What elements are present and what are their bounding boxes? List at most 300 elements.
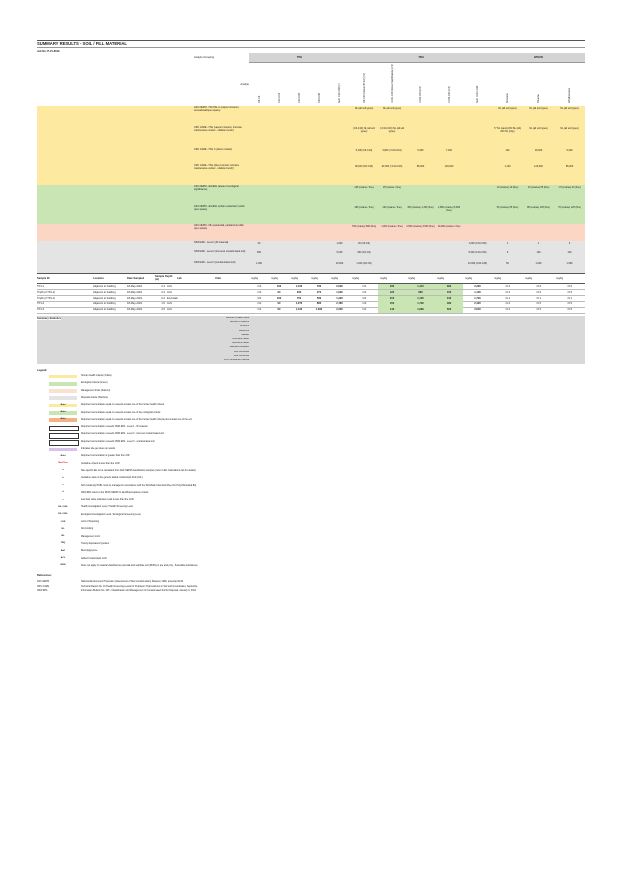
legend-item <box>37 374 585 379</box>
legend-swatch: LOR <box>49 521 77 525</box>
sample-value: <0.5 <box>535 285 542 288</box>
analyte-header: C6-C9 <box>257 95 261 103</box>
legend-text: Soil containing PCBs must be managed in accordance with the WorkSafe Chemical Sheet for Polychlorinated Bip <box>81 484 197 487</box>
legend-item <box>37 425 585 430</box>
sample-value: 1,160 <box>295 285 303 288</box>
legend-item <box>37 381 585 386</box>
criteria-value: (C6-C10) NL (all soil types) <box>353 127 375 133</box>
sample-lab: ALS <box>167 302 172 306</box>
reference-item <box>37 580 585 584</box>
sample-location: Adjacent to building <box>93 285 116 288</box>
legend-item <box>37 535 585 540</box>
criteria-value: NL (all soil types) <box>354 107 374 110</box>
criteria-block <box>37 106 585 273</box>
sample-depth: 1.5 <box>161 302 165 306</box>
criteria-value: 85,000 <box>416 165 425 168</box>
criteria-value: 1,000 <box>256 262 262 265</box>
sample-id: TP1-3 <box>37 308 45 312</box>
sample-value: 2,640 <box>474 308 481 312</box>
sample-value: <0.5 <box>566 285 573 288</box>
criteria-value: 77 NL (sand) 200 NL (silt) 200 NL (clay) <box>493 127 522 133</box>
sample-value: 210 <box>378 296 406 301</box>
legend-item <box>37 549 585 554</box>
sample-depth: 0.4 <box>161 285 165 288</box>
sample-value: <10 <box>256 302 262 306</box>
criteria-value: 1,100 <box>504 165 511 168</box>
sample-value: 2,300 <box>474 285 481 288</box>
sample-location: Adjacent to building <box>93 302 116 306</box>
analyte-grouping-label: Analyte Grouping <box>194 56 215 59</box>
legend-swatch <box>49 382 77 386</box>
unit-cell: mg/kg <box>352 277 360 280</box>
legend-text: Disposal criteria (Painters) <box>81 396 108 399</box>
unit-cell: mg/kg <box>437 277 445 280</box>
criteria-value: 1,000 <box>336 242 343 245</box>
criteria-value: 7,400 <box>446 149 452 152</box>
sample-lab: ALS <box>167 308 172 312</box>
sample-value: 1,790 <box>406 301 435 306</box>
legend-item <box>37 411 585 416</box>
sample-value: 90 <box>277 290 281 294</box>
stats-row-label: 90th Percentile <box>233 354 249 357</box>
legend-swatch: HIL / HSL <box>49 506 77 510</box>
sample-value: 1,120 <box>295 308 303 312</box>
legend-swatch: a <box>49 469 77 473</box>
legend-text: Guideline value is the generic added contaminant limit (ACL) <box>81 477 143 480</box>
criteria-row <box>37 106 585 127</box>
stats-row-label: 95% Confidence Interval <box>223 359 249 361</box>
legend-swatch <box>49 440 79 446</box>
criteria-value: 1,080 <box>566 262 573 265</box>
sample-value: 340 <box>435 296 463 301</box>
reference-text: Technical Report No. 10 Health Screening Levels for Petroleum Hydrocarbons in Soil and Groundwater, Septembe <box>81 585 198 588</box>
criteria-value: 85 (coarse) 105 (fine) <box>527 206 550 209</box>
sample-value: 150 <box>378 301 406 306</box>
criteria-value: 1 <box>506 242 509 245</box>
legend-swatch <box>49 375 77 379</box>
legend-text: Reported concentration exceeds NSW EPA - Level 3 - contaminated soil <box>81 440 155 443</box>
criteria-value: NL (all soil types) <box>498 107 517 110</box>
summary-statistics <box>37 316 585 364</box>
samples-header <box>37 273 585 284</box>
unit-cell: mg/kg <box>408 277 416 280</box>
legend-swatch: Bold <box>49 411 77 415</box>
sample-value: 1,410 <box>406 284 435 289</box>
reference-item <box>37 585 585 589</box>
analyte-header: Toluene <box>537 94 540 103</box>
legend-swatch: TEQ <box>49 542 77 546</box>
group-label-trh: TRH <box>418 56 424 59</box>
sample-value: <0.5 <box>566 302 573 306</box>
criteria-value: 700 (coarse) 800 (fine) <box>351 225 377 228</box>
legend-swatch: Bold <box>49 418 77 422</box>
sample-value: 880 <box>316 302 322 306</box>
legend-title: Legend: <box>37 369 48 372</box>
sample-value: <20 <box>361 296 367 300</box>
unit-cell: mg/kg <box>525 277 533 280</box>
criteria-value: 1,000 <box>535 262 542 265</box>
summary-statistics-label: Summary Statistics <box>37 317 62 320</box>
legend-text: Reported concentration equal or exceeds at least one of the human health criteria <box>81 404 164 407</box>
stats-row-label: Maximum <box>239 329 249 332</box>
legend-swatch: c <box>49 484 77 488</box>
criteria-value: 1,000 (C6-C9) <box>356 262 372 265</box>
criteria-value: NL (all soil types) <box>529 127 548 130</box>
stats-row-label: 95th Percentile <box>233 350 249 353</box>
legend-text: Reported concentration equal or exceeds at least one of the ecological criteria <box>81 411 161 414</box>
sample-value: 160 <box>276 296 282 300</box>
sample-value: 630 <box>296 290 302 294</box>
group-band-tph <box>249 53 350 63</box>
legend-text: Guideline criteria is less than the LOR <box>81 462 120 465</box>
criteria-label: CRC CARE - HSL C (direct contact) <box>194 148 233 151</box>
legend-swatch: BaP <box>49 550 77 554</box>
col-units: Units <box>215 277 222 280</box>
samples-block <box>37 284 585 313</box>
legend-item <box>37 476 585 481</box>
sample-value: 1,130 <box>474 290 481 294</box>
sample-lab: ALS <box>167 290 172 294</box>
criteria-value: 2,500 (coarse) 3,500 (fine) <box>406 225 435 228</box>
sample-value: <0.5 <box>566 308 573 312</box>
legend-text: Not Limiting <box>81 528 94 531</box>
unit-cell: mg/kg <box>291 277 299 280</box>
legend-swatch: ACL <box>49 557 77 561</box>
sample-date: 18-May-2021 <box>127 308 143 312</box>
reference-code: CRC CARE <box>37 585 49 588</box>
legend-text: Site-specific EIL to be calculated from ASC NEPM classification samples (refer to EIL Calculations tab for details) <box>81 469 196 472</box>
legend-item <box>37 447 585 452</box>
sample-lab: Envirolab <box>167 296 178 300</box>
sample-id: TP1-1 <box>37 285 45 288</box>
criteria-value: 10,000 <box>335 262 344 265</box>
legend-text: Reported concentration equal or exceeds at least one of the human health criteria plus at least one of the eco <box>81 418 193 421</box>
sample-value: 390 <box>435 284 463 289</box>
sample-location: Adjacent to building <box>93 296 116 300</box>
legend-item <box>37 432 585 437</box>
sample-value: <20 <box>256 296 262 300</box>
sample-value: <0.5 <box>535 308 542 312</box>
unit-cell: mg/kg <box>380 277 388 280</box>
sample-value: 2,180 <box>336 302 343 306</box>
legend-item <box>37 462 585 467</box>
criteria-value: 50 (coarse) 65 (fine) <box>496 206 519 209</box>
legend-text: Benzo(a)pyrene <box>81 550 98 553</box>
criteria-value: 5,000 (C10-C36) <box>468 251 487 254</box>
sample-value: <10 <box>361 285 367 288</box>
legend-swatch: < <box>49 499 77 503</box>
criteria-value: 1.5 (coarse) 40 (fine) <box>558 186 581 189</box>
criteria-value: 120,000 <box>444 165 454 168</box>
legend-text: Reported concentration exceeds NSW EPA - Level 1 - fill material <box>81 426 148 429</box>
analyte-header: C15-C28 <box>297 92 301 103</box>
legend-item <box>37 527 585 532</box>
header-block <box>37 48 585 106</box>
reference-text: Information Bulletin No. 105 - Classification and Management of Contaminated Soil for Disposal, January 3, 2014 <box>81 590 196 593</box>
sample-value: 480 <box>435 301 463 306</box>
criteria-value: (>C10-C16) NL (all soil types) <box>379 127 405 133</box>
legend-item <box>37 491 585 496</box>
legend-text: Health Investigation Level / Health Screening Level <box>81 506 133 509</box>
sample-value: 2,420 <box>474 302 481 306</box>
references <box>37 574 585 604</box>
sample-value: <0.5 <box>566 290 573 294</box>
criteria-value: 100 <box>567 251 572 254</box>
criteria-value: NL (all soil types) <box>529 107 548 110</box>
criteria-label: ASC NEPM - EIL/ESL (urban residential / public open space) <box>194 205 245 211</box>
sample-value: 130 <box>435 290 463 295</box>
criteria-value: 50 <box>506 262 509 265</box>
sample-value: <0.1 <box>504 296 511 300</box>
criteria-value: 120 <box>505 149 510 152</box>
legend-item <box>37 498 585 503</box>
criteria-value: 650 (C6-C9) <box>357 251 371 254</box>
criteria-value: 10 (coarse) 10 (fine) <box>496 186 519 189</box>
legend-item <box>37 542 585 547</box>
legend <box>37 369 585 574</box>
sample-value: <0.2 <box>504 285 511 288</box>
stats-row-label: Standard Deviation <box>229 346 249 349</box>
criteria-value: 10,000 (coarse / fine) <box>437 225 461 228</box>
unit-cell: mg/kg <box>271 277 279 280</box>
unit-cell: mg/kg <box>251 277 259 280</box>
legend-text: NSW EPA refers to the PFAS NEMP for landfill acceptance criteria <box>81 491 149 494</box>
criteria-label: ASC NEPM - ML (residential, parkland & public open space) <box>194 224 244 230</box>
sample-value: 2,300 <box>336 308 343 312</box>
legend-text: Reported concentration exceeds NSW EPA - Level 2 - low level contaminated soil <box>81 433 164 436</box>
legend-swatch: ML <box>49 535 77 539</box>
criteria-value: 25 (coarse / fine) <box>383 186 401 189</box>
unit-cell: mg/kg <box>494 277 502 280</box>
legend-swatch: b <box>49 477 77 481</box>
legend-item <box>37 513 585 518</box>
sample-value: 1,100 <box>406 296 435 301</box>
analyte-header: Ethylbenzene <box>568 87 571 103</box>
legend-item <box>37 505 585 510</box>
stats-row-label: Minimum <box>239 325 249 328</box>
criteria-label: NSW EPA - Level 1 (fill material) <box>194 241 229 244</box>
legend-item <box>37 418 585 423</box>
sample-value: 160 <box>276 285 282 288</box>
analyte-header: C6-C10 (minus BTEX) (F1) <box>362 72 366 103</box>
sample-location: Adjacent to building <box>93 308 116 312</box>
sample-value: <0.2 <box>504 308 511 312</box>
group-label-tph: TPH <box>296 56 303 59</box>
sample-value: 1,320 <box>336 296 343 300</box>
col-date: Date Sampled <box>127 277 145 280</box>
legend-swatch: NL <box>49 528 77 532</box>
legend-text: less than value indicates result is less than the LOR <box>81 499 134 502</box>
criteria-value: 5 <box>506 251 509 254</box>
sample-id: TP1-2 <box>37 302 45 306</box>
unit-cell: mg/kg <box>556 277 564 280</box>
sample-date: 18-May-2021 <box>127 290 143 294</box>
col-location: Location <box>93 277 104 280</box>
sample-value: 90 <box>277 302 281 306</box>
sample-value: 1,700 <box>474 296 481 300</box>
reference-code: NSW EPA <box>37 590 48 593</box>
legend-text: Does not apply to material classified as potential acid sulphate soil (PASS) or are acid poly - fluoroalkyl substances <box>81 564 198 567</box>
legend-swatch <box>49 396 77 400</box>
criteria-value: 650 <box>257 251 261 254</box>
criteria-value: 120 (coarse / fine) <box>382 206 402 209</box>
sample-depth: 0.4 <box>161 290 165 294</box>
criteria-row <box>37 224 585 242</box>
legend-text: Reported concentration is greater than the LOR <box>81 455 130 458</box>
sample-value: 520 <box>435 307 463 312</box>
criteria-label: CRC CARE - HSL (direct contact; intrusive maintenance worker - shallow trench) <box>194 164 240 170</box>
criteria-value: 20 <box>257 242 261 245</box>
sample-value: 140 <box>378 307 406 312</box>
criteria-label: NSW EPA - Level 2 (low level contaminated soil) <box>194 250 246 253</box>
criteria-value: 10 (coarse) 65 (fine) <box>527 186 550 189</box>
legend-text: Added Contaminant Limit <box>81 557 107 560</box>
legend-text: Management limits (Salmon) <box>81 389 111 392</box>
legend-swatch <box>49 448 77 452</box>
criteria-value: 3,800 (>C10-C16) <box>382 149 402 152</box>
sample-value: 580 <box>316 296 322 300</box>
sample-value: 370 <box>316 290 322 294</box>
legend-item <box>37 403 585 408</box>
legend-swatch <box>49 389 77 393</box>
legend-item <box>37 484 585 489</box>
legend-text: Indicates site-get clean up results <box>81 448 116 450</box>
group-label-btexn: BTEXN <box>534 56 543 59</box>
criteria-value: 1,000 (coarse / fine) <box>381 225 403 228</box>
sample-value: 1,980 <box>406 307 435 312</box>
legend-text: Management Limit <box>81 535 100 538</box>
legend-item <box>37 440 585 445</box>
criteria-value: 5,300 <box>417 149 424 152</box>
criteria-value: 1 <box>537 242 540 245</box>
sample-value: <0.1 <box>535 296 542 300</box>
criteria-label: NSW EPA - Level 3 (contaminated soil) <box>194 261 236 264</box>
criteria-value: 5,000 <box>336 251 343 254</box>
sample-value: <10 <box>256 285 262 288</box>
criteria-value: 5,300 <box>566 149 573 152</box>
unit-cell: mg/kg <box>465 277 473 280</box>
sample-value: 230 <box>378 284 406 289</box>
criteria-value: 82,000 (C6-C10) <box>355 165 373 168</box>
reference-text: National Environment Protection (Assessment of Site Contamination) Measure 1999, amended 2013 <box>81 581 184 583</box>
references-title: References: <box>37 574 52 577</box>
sample-value: <0.5 <box>535 290 542 294</box>
legend-item <box>37 389 585 394</box>
stats-row-label: Geometric Mean <box>232 342 249 345</box>
sample-value: 1,270 <box>295 302 303 306</box>
sample-date: 18-May-2021 <box>127 296 143 300</box>
legend-item <box>37 396 585 401</box>
criteria-value: 5,100 (C6-C10) <box>355 149 373 152</box>
criteria-row <box>37 164 585 186</box>
legend-swatch <box>49 426 79 432</box>
analyte-header: Benzene <box>506 93 509 103</box>
legend-swatch: Bold <box>49 455 77 459</box>
analyte-header: C29-C36 <box>317 92 321 103</box>
analyte-header: >C10-C16 minus Naphthalene (F2) <box>390 64 394 103</box>
criteria-value: 62,000 (>C10-C16) <box>381 165 403 168</box>
legend-swatch: NSW <box>49 564 77 568</box>
analyte-header: >C34-C40 (F4) <box>447 86 451 103</box>
analyte-header: C10-C14 <box>277 92 281 103</box>
sample-depth: 0.4 <box>161 296 165 300</box>
criteria-value: NL (all soil types) <box>560 107 579 110</box>
criteria-value: 300 (coarse) 1,300 (fine) <box>407 206 434 209</box>
sample-value: <10 <box>361 308 367 312</box>
sample-value: <10 <box>256 290 262 294</box>
sample-value: 1,090 <box>336 290 343 294</box>
col-lab: Lab <box>177 277 182 280</box>
sample-value: <0.2 <box>504 302 511 306</box>
criteria-row <box>37 148 585 165</box>
analyte-label: Analyte <box>240 83 249 86</box>
sample-value: 2,090 <box>336 285 343 288</box>
criteria-value: 18,000 <box>534 149 543 152</box>
stats-row-label: Number of Data Points <box>225 317 249 319</box>
sample-value: 680 <box>406 290 435 295</box>
legend-item <box>37 557 585 562</box>
legend-text: Toxicity Equivalent Quotient <box>81 542 110 545</box>
criteria-value: 100 <box>536 251 541 254</box>
criteria-row <box>37 126 585 149</box>
reference-item <box>37 589 585 593</box>
legend-swatch: EIL / ESL <box>49 513 77 517</box>
sample-value: 790 <box>316 285 322 288</box>
sample-value: 120 <box>378 290 406 295</box>
sample-value: 90 <box>277 308 281 312</box>
criteria-value: 10,000 (C10-C36) <box>467 262 488 265</box>
criteria-value: 125 (coarse / fine) <box>354 186 374 189</box>
sample-id: Trip8 (of TP1-1) <box>37 290 56 294</box>
legend-text: Limit of Reporting <box>81 521 100 523</box>
criteria-value: 180 (coarse / fine) <box>354 206 374 209</box>
stats-row-label: Number of Detects <box>229 321 249 324</box>
legend-swatch: d <box>49 491 77 495</box>
legend-swatch: Red Text <box>49 462 77 466</box>
criteria-value: 1,000 (C10-C36) <box>468 242 487 245</box>
criteria-value: NL (all soil types) <box>382 107 402 110</box>
legend-item <box>37 469 585 474</box>
summary-sheet <box>37 40 585 604</box>
sample-value: <0.2 <box>504 290 511 294</box>
group-band-trh <box>350 53 492 63</box>
criteria-value: 70 (coarse) 125 (fine) <box>558 206 581 209</box>
sample-value: 750 <box>296 296 302 300</box>
sheet-title: SUMMARY RESULTS - SOIL / FILL MATERIAL <box>37 40 585 48</box>
criteria-value: 120,000 <box>534 165 543 168</box>
sample-value: <0.1 <box>566 296 573 300</box>
col-depth: Sample Depth (m) <box>155 275 173 281</box>
sample-location: Adjacent to building <box>93 290 116 294</box>
analyte-header: Sum C10-C36 (F) <box>338 83 341 103</box>
legend-item <box>37 564 585 569</box>
criteria-value: 20 (C6-C9) <box>358 242 370 245</box>
unit-cell: mg/kg <box>311 277 319 280</box>
sample-depth: 2.5 <box>161 308 165 312</box>
criteria-row <box>37 205 585 225</box>
criteria-value: 85,000 <box>565 165 574 168</box>
legend-text: Ecological criteria (Green) <box>81 382 108 385</box>
criteria-value: 2,800 (coarse) 5,600 (fine) <box>437 206 461 212</box>
criteria-label: ASC NEPM - HIL/HSL C (vapour intrusion; recreational/open space) <box>194 106 240 112</box>
legend-swatch: Bold <box>49 404 77 408</box>
sample-value: <10 <box>361 302 367 306</box>
unit-cell: mg/kg <box>331 277 339 280</box>
criteria-label: ASC NEPM - EIL/ESL (areas of ecological significance) <box>194 185 239 191</box>
criteria-value: 3 <box>568 242 571 245</box>
stats-row-label: Arithmetic Mean <box>232 338 249 340</box>
table-row <box>37 307 585 313</box>
